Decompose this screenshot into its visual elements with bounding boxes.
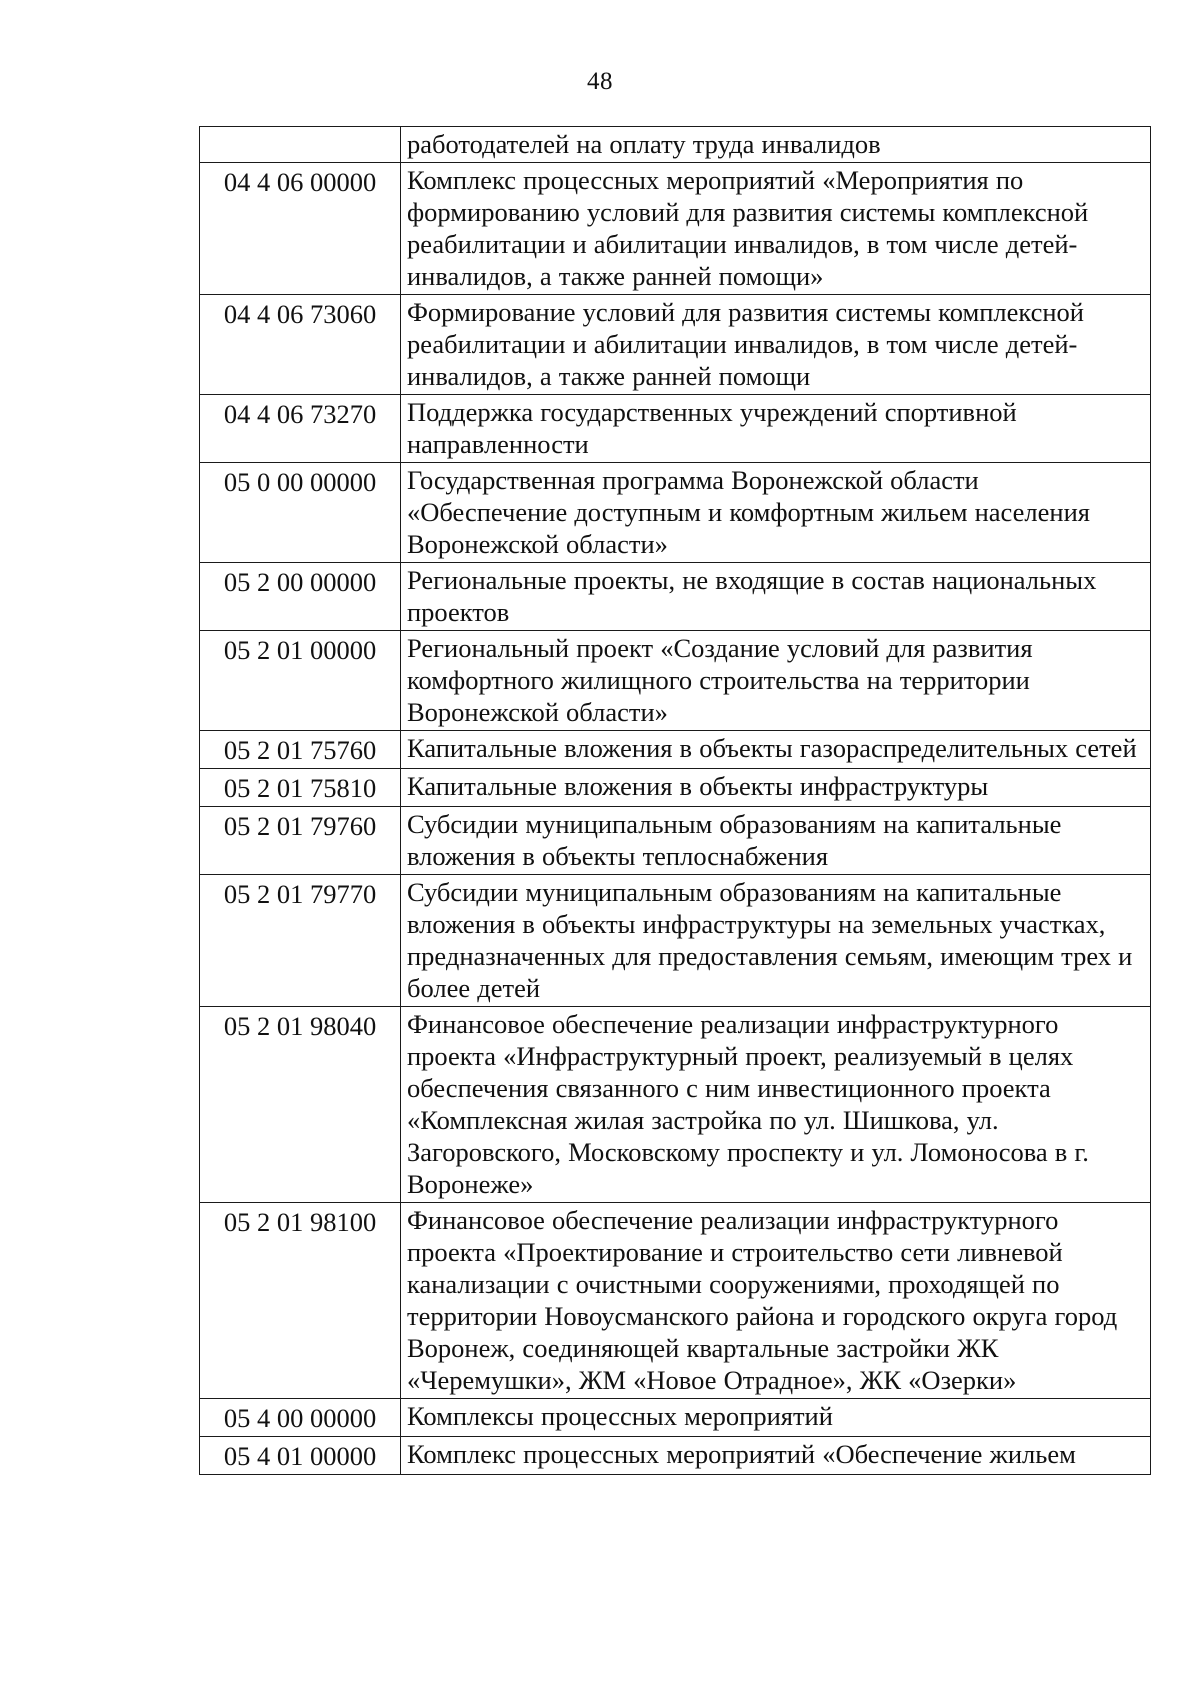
- classification-code-cell: 04 4 06 73270: [200, 395, 401, 463]
- description-cell: Капитальные вложения в объекты инфраструктуры: [401, 769, 1151, 807]
- table-row: [200, 807, 1151, 875]
- table-row: [200, 631, 1151, 731]
- table-row: [200, 563, 1151, 631]
- description-cell: Формирование условий для развития системы комплексной реабилитации и абилитации инвалидов, в том числе детей-инвалидов, а также ранней помощи: [401, 295, 1151, 395]
- table-row: [200, 463, 1151, 563]
- budget-codes-table: [199, 126, 1151, 1475]
- classification-code-cell: 05 2 01 79770: [200, 875, 401, 1007]
- table-body: [200, 127, 1151, 1475]
- description-cell: Комплекс процессных мероприятий «Обеспечение жильем: [401, 1437, 1151, 1475]
- classification-code-cell: 05 0 00 00000: [200, 463, 401, 563]
- classification-code-cell: 05 2 01 00000: [200, 631, 401, 731]
- description-cell: Региональный проект «Создание условий для развития комфортного жилищного строительства на территории Воронежской области»: [401, 631, 1151, 731]
- classification-code-cell: 05 4 00 00000: [200, 1399, 401, 1437]
- page-number: 48: [587, 68, 613, 95]
- description-cell: работодателей на оплату труда инвалидов: [401, 127, 1151, 163]
- classification-code-cell: 05 2 01 98100: [200, 1203, 401, 1399]
- table-row: [200, 395, 1151, 463]
- classification-code-cell: [200, 127, 401, 163]
- description-cell: Комплексы процессных мероприятий: [401, 1399, 1151, 1437]
- table-row: [200, 127, 1151, 163]
- description-cell: Комплекс процессных мероприятий «Мероприятия по формированию условий для развития системы комплексной реабилитации и абилитации инвалидов, в том числе детей-инвалидов, а также ранней помощи»: [401, 163, 1151, 295]
- table-row: [200, 1437, 1151, 1475]
- description-cell: Государственная программа Воронежской области «Обеспечение доступным и комфортным жильем населения Воронежской области»: [401, 463, 1151, 563]
- table-row: [200, 1399, 1151, 1437]
- classification-code-cell: 05 2 01 98040: [200, 1007, 401, 1203]
- table-row: [200, 875, 1151, 1007]
- description-cell: Финансовое обеспечение реализации инфраструктурного проекта «Проектирование и строительство сети ливневой канализации с очистными сооружениями, проходящей по территории Новоусманского района и городского округа город Воронеж, соединяющей квартальные застройки ЖК «Черемушки», ЖМ «Новое Отрадное», ЖК «Озерки»: [401, 1203, 1151, 1399]
- classification-code-cell: 04 4 06 73060: [200, 295, 401, 395]
- table-row: [200, 1203, 1151, 1399]
- description-cell: Поддержка государственных учреждений спортивной направленности: [401, 395, 1151, 463]
- classification-code-cell: 05 2 01 75810: [200, 769, 401, 807]
- description-cell: Субсидии муниципальным образованиям на капитальные вложения в объекты инфраструктуры на земельных участках, предназначенных для предоставления семьям, имеющим трех и более детей: [401, 875, 1151, 1007]
- description-cell: Субсидии муниципальным образованиям на капитальные вложения в объекты теплоснабжения: [401, 807, 1151, 875]
- classification-code-cell: 05 2 01 75760: [200, 731, 401, 769]
- table-row: [200, 163, 1151, 295]
- description-cell: Финансовое обеспечение реализации инфраструктурного проекта «Инфраструктурный проект, реализуемый в целях обеспечения связанного с ним инвестиционного проекта «Комплексная жилая застройка по ул. Шишкова, ул. Загоровского, Московскому проспекту и ул. Ломоносова в г. Воронеже»: [401, 1007, 1151, 1203]
- table-row: [200, 1007, 1151, 1203]
- description-cell: Региональные проекты, не входящие в состав национальных проектов: [401, 563, 1151, 631]
- table-row: [200, 295, 1151, 395]
- classification-code-cell: 05 4 01 00000: [200, 1437, 401, 1475]
- table-row: [200, 731, 1151, 769]
- classification-code-cell: 04 4 06 00000: [200, 163, 401, 295]
- description-cell: Капитальные вложения в объекты газораспределительных сетей: [401, 731, 1151, 769]
- table-row: [200, 769, 1151, 807]
- classification-code-cell: 05 2 00 00000: [200, 563, 401, 631]
- classification-code-cell: 05 2 01 79760: [200, 807, 401, 875]
